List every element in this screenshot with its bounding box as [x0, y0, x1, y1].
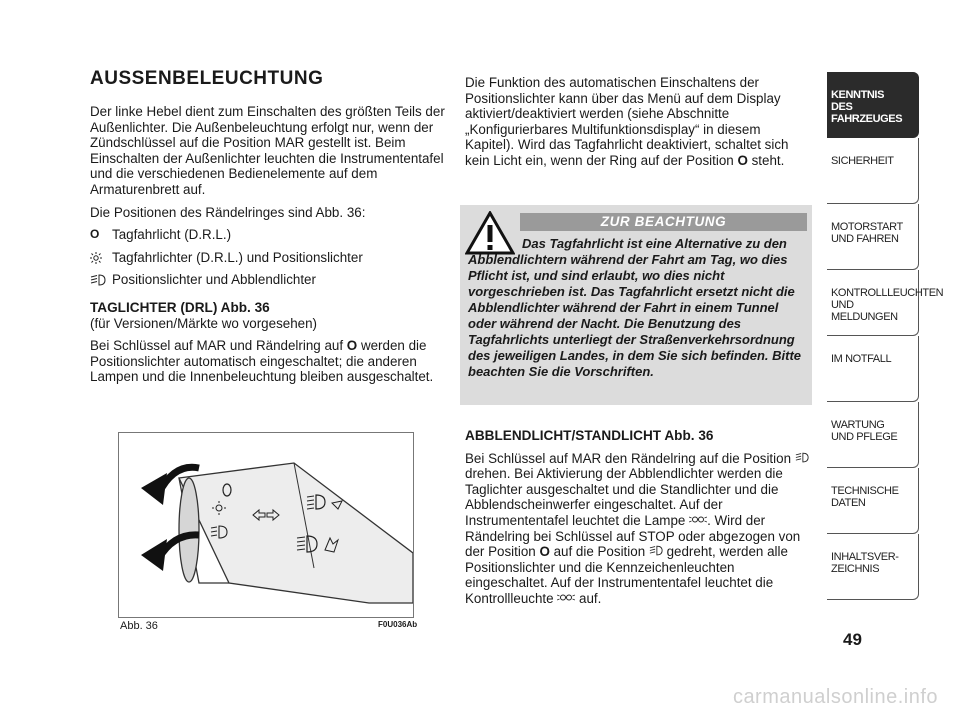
tab-label: KONTROLLLEUCHTEN UND MELDUNGEN	[831, 287, 944, 323]
position-item	[90, 227, 445, 243]
tab-label: INHALTSVER- ZEICHNIS	[831, 551, 899, 575]
tab-sicherheit[interactable]	[827, 138, 919, 204]
low-text-part: . Wird der Rändelring bei Schlüssel auf STOP oder abgezogen von der Position	[465, 512, 801, 560]
low-beam-icon	[90, 274, 112, 286]
right-column-lower	[465, 428, 810, 614]
auto-text-part: Die Funktion des automatischen Einschaltens der Positionslichter kann über das Menü auf dem Display aktiviert/deaktiviert werden (siehe Abschnitte „Konfigurierbares Multifunktionsdisplay“ in diesem Kapitel). Wird das Tagfahrlicht deaktiviert, schaltet sich kein Licht ein, wenn der Ring auf der Position	[465, 75, 789, 168]
section-title: AUSSENBELEUCHTUNG	[90, 68, 324, 89]
parking-light-icon	[557, 591, 575, 606]
drl-text-part: werden die Positionslichter automatisch eingeschaltet; die anderen Lampen und die Innenbeleuchtung bleiben ausgeschaltet.	[90, 338, 434, 385]
low-beam-icon	[649, 544, 663, 559]
tab-inhaltsverzeichnis[interactable]	[827, 534, 919, 600]
tab-kontrollleuchten[interactable]	[827, 270, 944, 336]
parking-light-icon	[689, 513, 707, 528]
low-text-part: gedreht, werden alle Positionslichter und die Kennzeichenleuchten eingeschaltet. Auf der Instrumententafel leuchtet die Kontrollleuchte	[465, 544, 788, 606]
sun-icon	[90, 252, 112, 264]
page-number: 49	[843, 630, 862, 649]
tab-label: IM NOTFALL	[831, 353, 892, 365]
ring-o-symbol: O	[90, 227, 100, 242]
figure-caption: Abb. 36	[120, 620, 158, 632]
figure-code: F0U036Ab	[378, 620, 418, 629]
low-beam-paragraph	[465, 451, 810, 607]
left-column	[90, 68, 445, 392]
warning-text	[468, 236, 804, 380]
ring-o-symbol: O	[346, 338, 358, 354]
ring-o-symbol: O	[737, 152, 748, 168]
auto-text-part: steht.	[747, 152, 785, 168]
tab-label: MOTORSTART UND FAHREN	[831, 221, 903, 245]
tab-label: SICHERHEIT	[831, 155, 894, 167]
low-text-part: Bei Schlüssel auf MAR den Rändelring auf die Position	[465, 450, 795, 466]
chapter-tabs	[827, 72, 944, 600]
warning-label: ZUR BEACHTUNG	[520, 213, 807, 231]
low-text-part: auf.	[575, 590, 602, 606]
position-item	[90, 250, 445, 266]
position-text: Positionslichter und Abblendlichter	[112, 272, 316, 288]
position-text: Tagfahrlichter (D.R.L.) und Positionslichter	[112, 249, 363, 265]
drl-note: (für Versionen/Märkte wo vorgesehen)	[90, 315, 318, 331]
position-text: Tagfahrlicht (D.R.L.)	[112, 227, 232, 243]
tab-label: TECHNISCHE DATEN	[831, 485, 899, 509]
drl-heading: TAGLICHTER (DRL) Abb. 36	[90, 299, 270, 315]
right-column-top	[465, 75, 810, 176]
tab-label: WARTUNG UND PFLEGE	[831, 419, 898, 443]
low-beam-icon	[795, 451, 809, 466]
position-item	[90, 272, 445, 288]
warning-body: Das Tagfahrlicht ist eine Alternative zu den Abblendlichtern während der Fahrt am Tag, wo dies Pflicht ist, und sind erlaubt, wo dies nicht vorgeschrieben ist. Das Tagfahrlicht ersetzt nicht die Abblendlichter während der Fahrt in einem Tunnel oder während der Nacht. Die Benutzung des Tagfahrlichts unterliegt der Straßenverkehrsordnung des jeweiligen Landes, in dem Sie sich befinden. Bitte beachten Sie die Vorschriften.	[468, 236, 802, 379]
drl-text-part: Bei Schlüssel auf MAR und Rändelring auf	[90, 338, 347, 354]
auto-function-paragraph	[465, 75, 810, 169]
tab-label: KENNTNIS DES FAHRZEUGES	[831, 89, 903, 125]
tab-motorstart[interactable]	[827, 204, 919, 270]
ring-o-symbol: O	[539, 544, 550, 560]
tab-wartung[interactable]	[827, 402, 919, 468]
low-text-part: auf die Position	[549, 544, 649, 560]
tab-kenntnis[interactable]	[827, 72, 919, 138]
drl-paragraph	[90, 338, 445, 385]
low-beam-heading: ABBLENDLICHT/STANDLICHT Abb. 36	[465, 428, 714, 443]
intro-paragraph: Der linke Hebel dient zum Einschalten des größten Teils der Außenlichter. Die Außenbeleuchtung erfolgt nur, wenn der Zündschlüssel auf die Position MAR gestellt ist. Beim Einschalten der Außenlichter leuchten die Instrumententafel und die verschiedenen Bedienelemente auf dem Armaturenbrett auf.	[90, 104, 445, 197]
positions-intro: Die Positionen des Rändelringes sind Abb. 36:	[90, 204, 366, 220]
tab-im-notfall[interactable]	[827, 336, 919, 402]
low-text-part: drehen. Bei Aktivierung der Abblendlichter werden die Taglichter ausgeschaltet und die Standlichter und die Abblendscheinwerfer eingeschaltet. Auf der Instrumententafel leuchtet die Lampe	[465, 466, 783, 528]
lever-illustration	[118, 432, 414, 618]
tab-technische-daten[interactable]	[827, 468, 919, 534]
watermark: carmanualsonline.info	[732, 686, 938, 708]
